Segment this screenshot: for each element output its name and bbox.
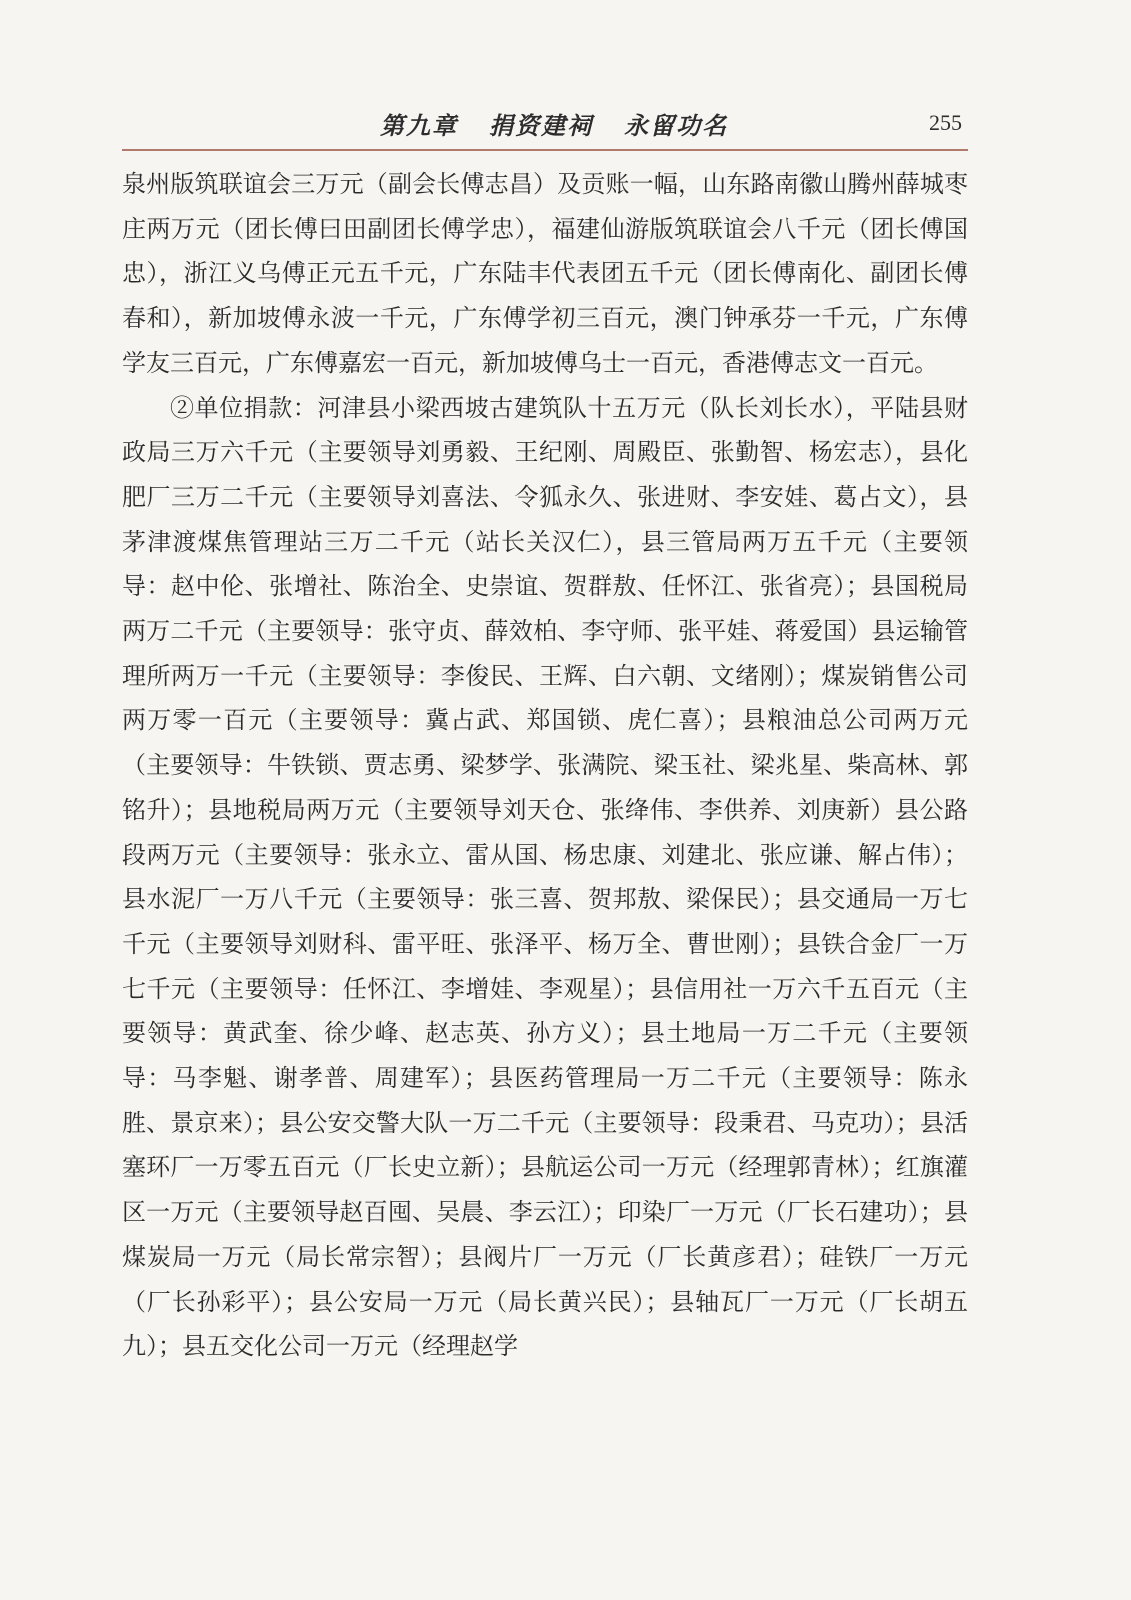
running-header [122, 104, 968, 152]
body-text [122, 162, 968, 1369]
header-rule [122, 149, 968, 151]
page-number: 255 [929, 110, 962, 135]
paragraph-unit-donations: ②单位捐款：河津县小梁西坡古建筑队十五万元（队长刘长水），平陆县财政局三万六千元（主要领导刘勇毅、王纪刚、周殿臣、张勤智、杨宏志），县化肥厂三万二千元（主要领导刘喜法、令狐永久、张进财、李安娃、葛占文），县茅津渡煤焦管理站三万二千元（站长关汉仁），县三管局两万五千元（主要领导：赵中伦、张增社、陈治全、史崇谊、贺群敖、任怀江、张省亮）；县国税局两万二千元（主要领导：张守贞、薛效柏、李守师、张平娃、蒋爱国）县运输管理所两万一千元（主要领导：李俊民、王辉、白六朝、文绪刚）；煤炭销售公司两万零一百元（主要领导：冀占武、郑国锁、虎仁喜）；县粮油总公司两万元（主要领导：牛铁锁、贾志勇、梁梦学、张满院、梁玉社、梁兆星、柴高林、郭铭升）；县地税局两万元（主要领导刘天仓、张绛伟、李供养、刘庚新）县公路段两万元（主要领导：张永立、雷从国、杨忠康、刘建北、张应谦、解占伟）；县水泥厂一万八千元（主要领导：张三喜、贺邦敖、梁保民）；县交通局一万七千元（主要领导刘财科、雷平旺、张泽平、杨万全、曹世刚）；县铁合金厂一万七千元（主要领导：任怀江、李增娃、李观星）；县信用社一万六千五百元（主要领导：黄武奎、徐少峰、赵志英、孙方义）；县土地局一万二千元（主要领导：马李魁、谢孝普、周建军）；县医药管理局一万二千元（主要领导：陈永胜、景京来）；县公安交警大队一万二千元（主要领导：段秉君、马克功）；县活塞环厂一万零五百元（厂长史立新）；县航运公司一万元（经理郭青林）；红旗灌区一万元（主要领导赵百囤、吴晨、李云江）；印染厂一万元（厂长石建功）；县煤炭局一万元（局长常宗智）；县阀片厂一万元（厂长黄彦君）；硅铁厂一万元（厂长孙彩平）；县公安局一万元（局长黄兴民）；县轴瓦厂一万元（厂长胡五九）；县五交化公司一万元（经理赵学 [122, 393, 968, 1361]
paragraph-donors-individual: 泉州版筑联谊会三万元（副会长傅志昌）及贡账一幅，山东路南徽山腾州薛城枣庄两万元（团长傅曰田副团长傅学忠），福建仙游版筑联谊会八千元（团长傅国忠），浙江义乌傅正元五千元，广东陆丰代表团五千元（团长傅南化、副团长傅春和），新加坡傅永波一千元，广东傅学初三百元，澳门钟承芬一千元，广东傅学友三百元，广东傅嘉宏一百元，新加坡傅乌士一百元，香港傅志文一百元。 [122, 170, 968, 377]
chapter-title: 第九章 捐资建祠 永留功名 [380, 112, 729, 140]
